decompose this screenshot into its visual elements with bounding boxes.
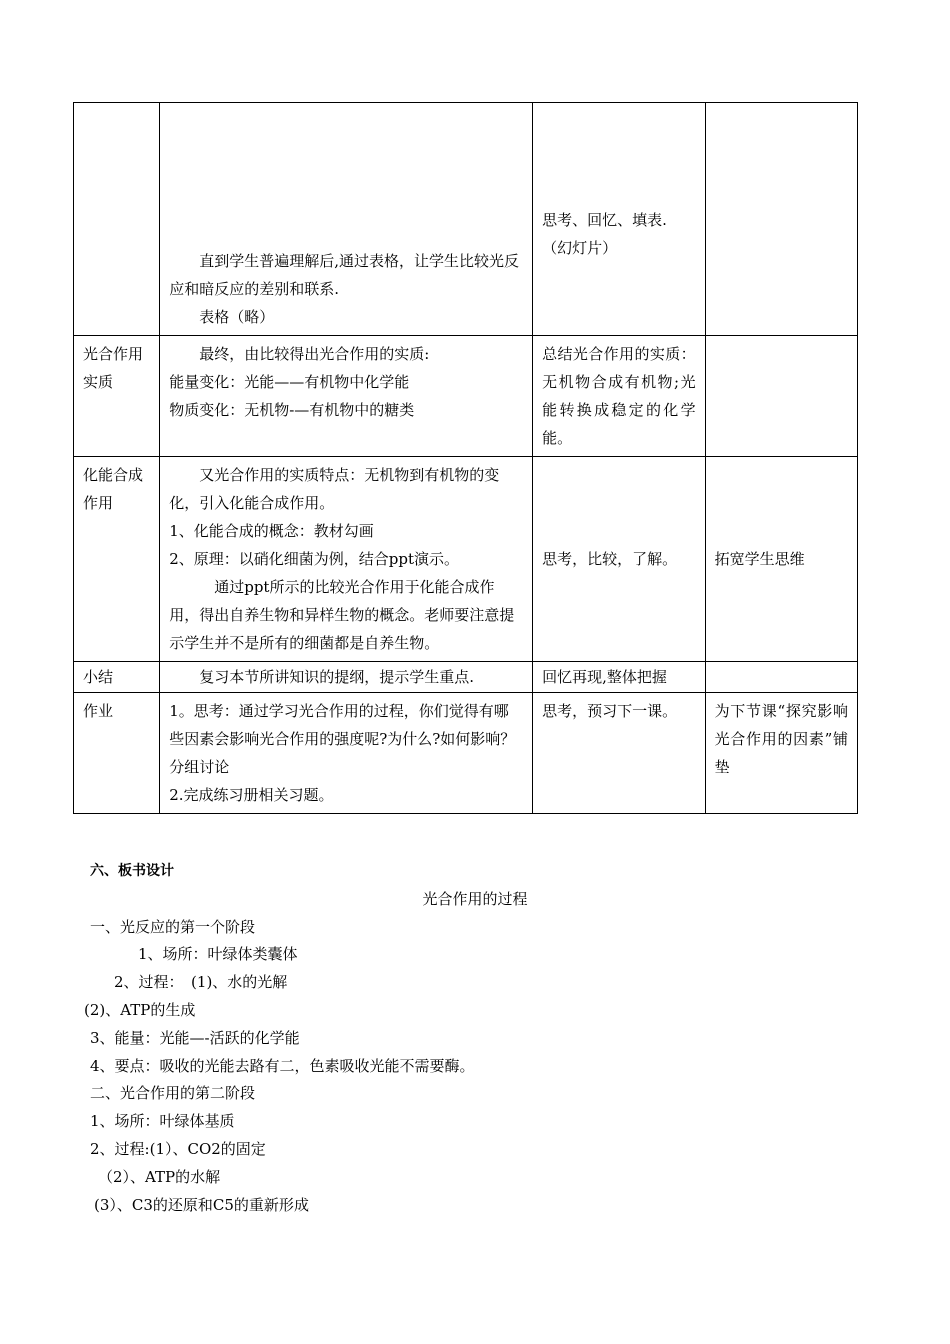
blackboard-design-section <box>84 858 860 1219</box>
cell-line: 最终，由比较得出光合作用的实质: <box>199 345 430 363</box>
board-title: 光合作用的过程 <box>422 889 528 908</box>
board-line: 2、过程： (1)、水的光解 <box>114 973 288 992</box>
lesson-plan-table <box>73 102 858 814</box>
table-cell-teacher <box>160 662 533 693</box>
table-cell-stage: 小结 <box>74 662 160 693</box>
cell-line: 物质变化：无机物-—有机物中的糖类 <box>169 401 415 419</box>
table-cell-student <box>533 103 705 336</box>
table-cell-stage <box>74 103 160 336</box>
table-row <box>74 103 858 336</box>
table-cell-student: 总结光合作用的实质：无机物合成有机物;光能转换成稳定的化学能。 <box>533 336 705 457</box>
board-line: 3、能量：光能—-活跃的化学能 <box>90 1028 300 1047</box>
cell-line: 2、原理：以硝化细菌为例，结合ppt演示。 <box>169 550 459 568</box>
table-row <box>74 662 858 693</box>
table-cell-stage: 化能合成作用 <box>74 457 160 662</box>
table-cell-intent: 为下节课“探究影响光合作用的因素”铺垫 <box>705 693 857 814</box>
table-row <box>74 336 858 457</box>
table-row <box>74 457 858 662</box>
section-heading: 六、板书设计 <box>90 863 174 879</box>
cell-line: 能量变化：光能——有机物中化学能 <box>169 373 410 391</box>
board-line: 1、场所：叶绿体类囊体 <box>138 945 298 964</box>
cell-line: 直到学生普遍理解后,通过表格，让学生比较光反应和暗反应的差别和联系. <box>169 252 519 298</box>
table-cell-student: 思考，预习下一课。 <box>533 693 705 814</box>
board-line: 2、过程:(1）、CO2的固定 <box>90 1139 266 1158</box>
board-line: (2)、ATP的生成 <box>84 1000 196 1019</box>
table-cell-student: 思考，比较，了解。 <box>533 457 705 662</box>
cell-line: 1。思考：通过学习光合作用的过程，你们觉得有哪些因素会影响光合作用的强度呢?为什么?如何影响？分组讨论 <box>169 702 516 776</box>
cell-line: 复习本节所讲知识的提纲，提示学生重点. <box>199 668 474 686</box>
table-cell-stage: 作业 <box>74 693 160 814</box>
table-cell-intent <box>705 336 857 457</box>
cell-line: 思考、回忆、填表.（幻灯片） <box>542 211 667 257</box>
board-line: (3）、C3的还原和C5的重新形成 <box>94 1195 309 1214</box>
table-cell-teacher <box>160 336 533 457</box>
board-line: 一、光反应的第一个阶段 <box>90 917 256 936</box>
cell-line: 又光合作用的实质特点：无机物到有机物的变化，引入化能合成作用。 <box>169 466 500 512</box>
cell-line: 2.完成练习册相关习题。 <box>169 786 334 804</box>
cell-line: 1、化能合成的概念：教材勾画 <box>169 522 374 540</box>
table-cell-intent <box>705 103 857 336</box>
table-cell-intent <box>705 662 857 693</box>
cell-line: 通过ppt所示的比较光合作用于化能合成作用，得出自养生物和异样生物的概念。老师要注意提示学生并不是所有的细菌都是自养生物。 <box>169 578 515 652</box>
table-cell-intent: 拓宽学生思维 <box>705 457 857 662</box>
table-cell-teacher <box>160 457 533 662</box>
cell-line: 表格（略） <box>199 308 275 326</box>
table-cell-teacher <box>160 693 533 814</box>
table-cell-student: 回忆再现,整体把握 <box>533 662 705 693</box>
board-line: 二、光合作用的第二阶段 <box>90 1084 256 1103</box>
table-cell-stage: 光合作用实质 <box>74 336 160 457</box>
board-line: （2）、ATP的水解 <box>98 1167 221 1186</box>
board-line: 4、要点：吸收的光能去路有二，色素吸收光能不需要酶。 <box>90 1056 475 1075</box>
table-row <box>74 693 858 814</box>
table-cell-teacher <box>160 103 533 336</box>
board-line: 1、场所：叶绿体基质 <box>90 1112 235 1131</box>
